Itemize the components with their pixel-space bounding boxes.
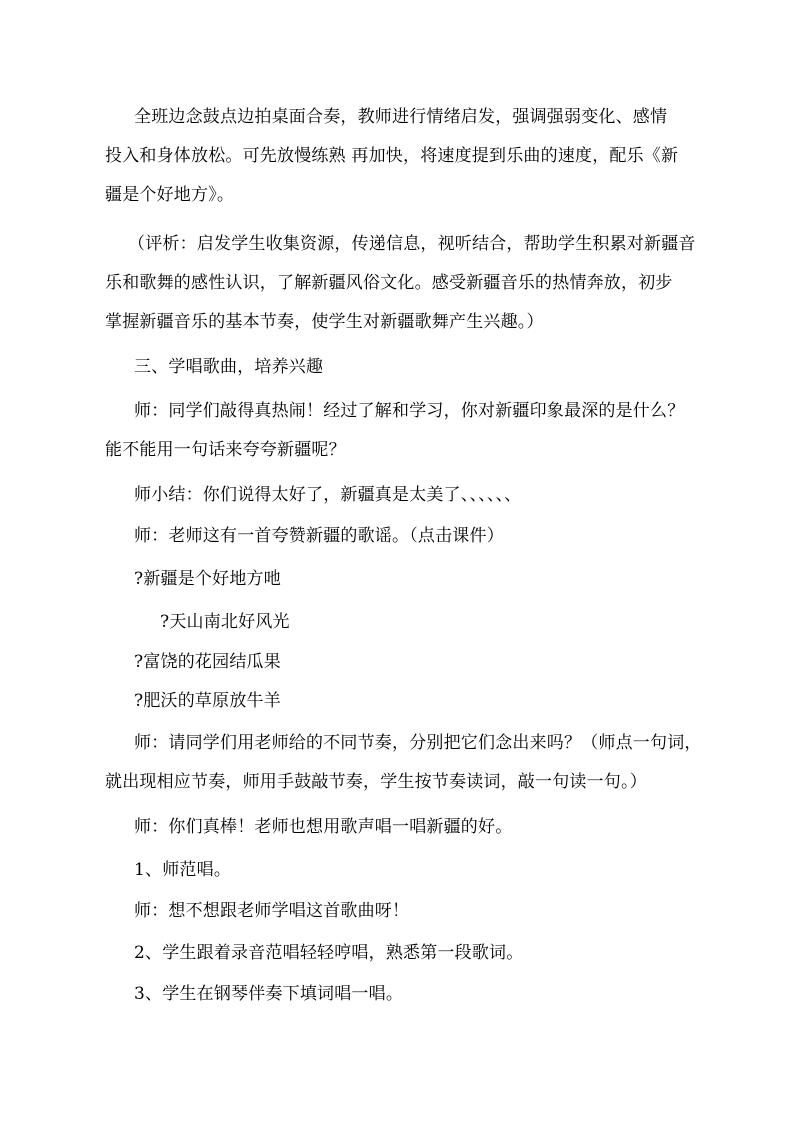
teacher-rhythm-line: 就出现相应节奏，师用手鼓敲节奏，学生按节奏读词，敲一句读一句。） [105,772,647,792]
comment-line: 乐和歌舞的感性认识，了解新疆风俗文化。感受新疆音乐的热情奔放，初步 [105,273,673,293]
teacher-summary: 师小结：你们说得太好了，新疆真是太美了、、、、、、 [134,485,522,505]
lyric-line: ?天山南北好风光 [160,612,290,632]
teacher-rhythm-line: 师：请同学们用老师给的不同节奏，分别把它们念出来吗？（师点一句词， [134,733,702,753]
comment-line: 掌握新疆音乐的基本节奏，使学生对新疆歌舞产生兴趣。） [105,312,544,332]
step-item: 1、师范唱。 [134,860,232,880]
step-item: 3、学生在钢琴伴奏下填词唱一唱。 [134,984,404,1004]
teacher-praise: 师：你们真棒！老师也想用歌声唱一唱新疆的好。 [134,817,513,837]
section-heading: 三、学唱歌曲，培养兴趣 [134,357,324,377]
teacher-song-intro: 师：老师这有一首夸赞新疆的歌谣。（点击课件） [134,526,504,546]
lyric-line: ?新疆是个好地方吔 [134,569,281,589]
teacher-question-line: 能不能用一句话来夸夸新疆呢？ [105,440,346,460]
paragraph-line: 投入和身体放松。可先放慢练熟 再加快，将速度提到乐曲的速度，配乐《新 [105,146,679,166]
teacher-question-line: 师：同学们敲得真热闹！经过了解和学习，你对新疆印象最深的是什么？ [134,401,685,421]
lyric-line: ?富饶的花园结瓜果 [134,652,281,672]
lyric-line: ?肥沃的草原放牛羊 [134,691,281,711]
teacher-invite: 师：想不想跟老师学唱这首歌曲呀！ [134,901,410,921]
paragraph-line: 疆是个好地方》。 [105,185,235,205]
paragraph-line: 全班边念鼓点边拍桌面合奏，教师进行情绪启发，强调强弱变化、感情 [134,107,668,127]
step-item: 2、学生跟着录音范唱轻轻哼唱，熟悉第一段歌词。 [134,943,524,963]
comment-line: （评析：启发学生收集资源，传递信息，视听结合，帮助学生积累对新疆音 [128,234,696,254]
